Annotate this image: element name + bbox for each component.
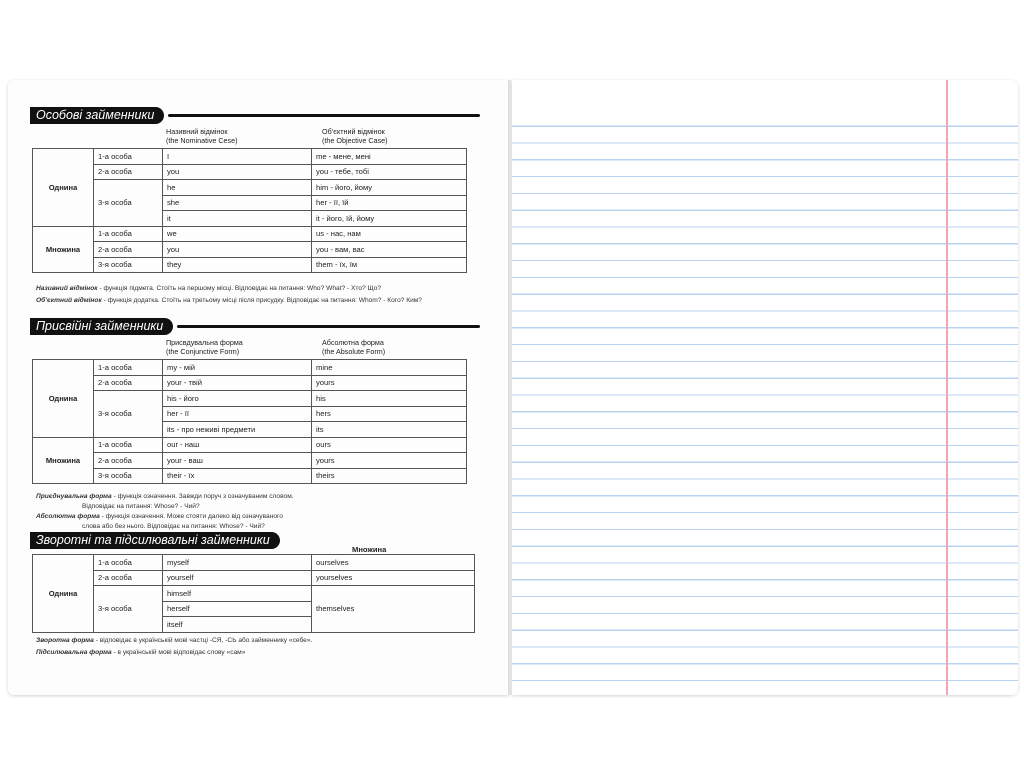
pronoun-cell: theirs (312, 468, 467, 484)
pronoun-cell: its - про неживі предмети (163, 422, 312, 438)
pronoun-cell: you - тебе, тобі (312, 164, 467, 180)
person-cell: 1-а особа (94, 149, 163, 165)
pronoun-cell: your - ваш (163, 453, 312, 469)
table-row (33, 242, 467, 258)
person-cell: 2-а особа (94, 164, 163, 180)
pronoun-cell: himself (163, 586, 312, 602)
pronoun-cell: his - його (163, 391, 312, 407)
section-banner-possessive (30, 318, 480, 335)
person-cell: 3-я особа (94, 391, 163, 438)
table-row (33, 391, 467, 407)
possessive-pronouns-table (32, 359, 467, 484)
pronoun-cell: it (163, 211, 312, 227)
pronoun-cell: yours (312, 453, 467, 469)
pronoun-cell: I (163, 149, 312, 165)
lined-page (512, 80, 1018, 695)
pronoun-cell: herself (163, 601, 312, 617)
table-row (33, 149, 467, 165)
pronoun-cell: it - його, їй, йому (312, 211, 467, 227)
person-cell: 2-а особа (94, 570, 163, 586)
person-cell: 3-я особа (94, 180, 163, 227)
person-cell: 3-я особа (94, 257, 163, 273)
definition-note: Зворотна форма - відповідає в українській мові частці -СЯ, -СЬ або займеннику «себе». (36, 637, 313, 644)
section-title: Особові займенники (30, 107, 164, 124)
column-header-absolute: Абсолютна форма (the Absolute Form) (322, 338, 386, 356)
pronoun-cell: their - їх (163, 468, 312, 484)
pronoun-cell: his (312, 391, 467, 407)
definition-note: Приєднувальна форма - функція означення. Завжди поруч з означуваним словом. (36, 493, 294, 500)
table-row (33, 257, 467, 273)
person-cell: 3-я особа (94, 586, 163, 633)
pronoun-cell: us - нас, нам (312, 226, 467, 242)
pronoun-cell: you (163, 164, 312, 180)
pronoun-cell: they (163, 257, 312, 273)
margin-line (946, 80, 948, 695)
person-cell: 1-а особа (94, 226, 163, 242)
pronoun-cell: mine (312, 360, 467, 376)
personal-pronouns-table (32, 148, 467, 273)
pronoun-cell: yours (312, 375, 467, 391)
banner-rule (168, 114, 480, 117)
reflexive-pronouns-table (32, 554, 475, 633)
pronoun-cell: her - її, їй (312, 195, 467, 211)
pronoun-cell: themselves (312, 586, 475, 633)
group-label: Однина (33, 149, 94, 227)
group-label: Множина (33, 226, 94, 273)
group-label: Однина (33, 360, 94, 438)
banner-rule (177, 325, 480, 328)
definition-note: Абсолютна форма - функція означення. Може стояти далеко від означуваного (36, 513, 283, 520)
table-row (33, 226, 467, 242)
section-title: Зворотні та підсилювальні займенники (30, 532, 280, 549)
table-row (33, 375, 467, 391)
column-header-objective: Об’єктний відмінок (the Objective Case) (322, 127, 388, 145)
definition-note: Об’єктний відмінок - функція додатка. Стоїть на третьому місці після присудку. Відповідає на питання: Whom? - Кого? Ким? (36, 297, 422, 304)
pronoun-cell: itself (163, 617, 312, 633)
table-row (33, 555, 475, 571)
pronoun-cell: your - твій (163, 375, 312, 391)
person-cell: 1-а особа (94, 437, 163, 453)
pronoun-cell: you - вам, вас (312, 242, 467, 258)
person-cell: 2-а особа (94, 375, 163, 391)
column-header-plural: Множина (352, 545, 387, 554)
table-row (33, 468, 467, 484)
column-header-conjunctive: Присвдувальна форма (the Conjunctive Form) (166, 338, 243, 356)
section-banner-personal (30, 107, 480, 124)
person-cell: 1-а особа (94, 555, 163, 571)
pronoun-cell: him - його, йому (312, 180, 467, 196)
table-row (33, 453, 467, 469)
person-cell: 2-а особа (94, 453, 163, 469)
definition-note: Називний відмінок - функція підмета. Стоїть на першому місці. Відповідає на питання: Who? What? - Хто? Що? (36, 285, 382, 292)
pronoun-cell: myself (163, 555, 312, 571)
table-row (33, 570, 475, 586)
section-title: Присвійні займенники (30, 318, 173, 335)
person-cell: 3-я особа (94, 468, 163, 484)
definition-note-continued: слова або без нього. Відповідає на питання: Whose? - Чий? (82, 523, 265, 530)
pronoun-cell: she (163, 195, 312, 211)
pronoun-cell: ourselves (312, 555, 475, 571)
pronoun-cell: me - мене, мені (312, 149, 467, 165)
pronoun-cell: yourselves (312, 570, 475, 586)
pronoun-cell: hers (312, 406, 467, 422)
table-row (33, 180, 467, 196)
column-header-nominative: Називний відмінок (the Nominative Cese) (166, 127, 238, 145)
page-bottom-margin (512, 689, 1018, 695)
pronoun-cell: he (163, 180, 312, 196)
pronoun-cell: yourself (163, 570, 312, 586)
pronoun-cell: my - мій (163, 360, 312, 376)
pronoun-cell: its (312, 422, 467, 438)
page-top-margin (512, 80, 1018, 120)
pronoun-cell: them - їх, їм (312, 257, 467, 273)
table-row (33, 164, 467, 180)
person-cell: 2-а особа (94, 242, 163, 258)
group-label: Множина (33, 437, 94, 484)
definition-note: Підсилювальна форма - в українській мові відповідає слову «сам» (36, 649, 246, 656)
pronoun-cell: our - наш (163, 437, 312, 453)
group-label: Однина (33, 555, 94, 633)
pronoun-cell: you (163, 242, 312, 258)
table-row (33, 360, 467, 376)
table-row (33, 586, 475, 602)
pronoun-cell: we (163, 226, 312, 242)
pronoun-cell: her - її (163, 406, 312, 422)
table-row (33, 437, 467, 453)
person-cell: 1-а особа (94, 360, 163, 376)
definition-note-continued: Відповідає на питання: Whose? - Чий? (82, 503, 200, 510)
section-banner-reflexive (30, 532, 310, 549)
pronoun-cell: ours (312, 437, 467, 453)
